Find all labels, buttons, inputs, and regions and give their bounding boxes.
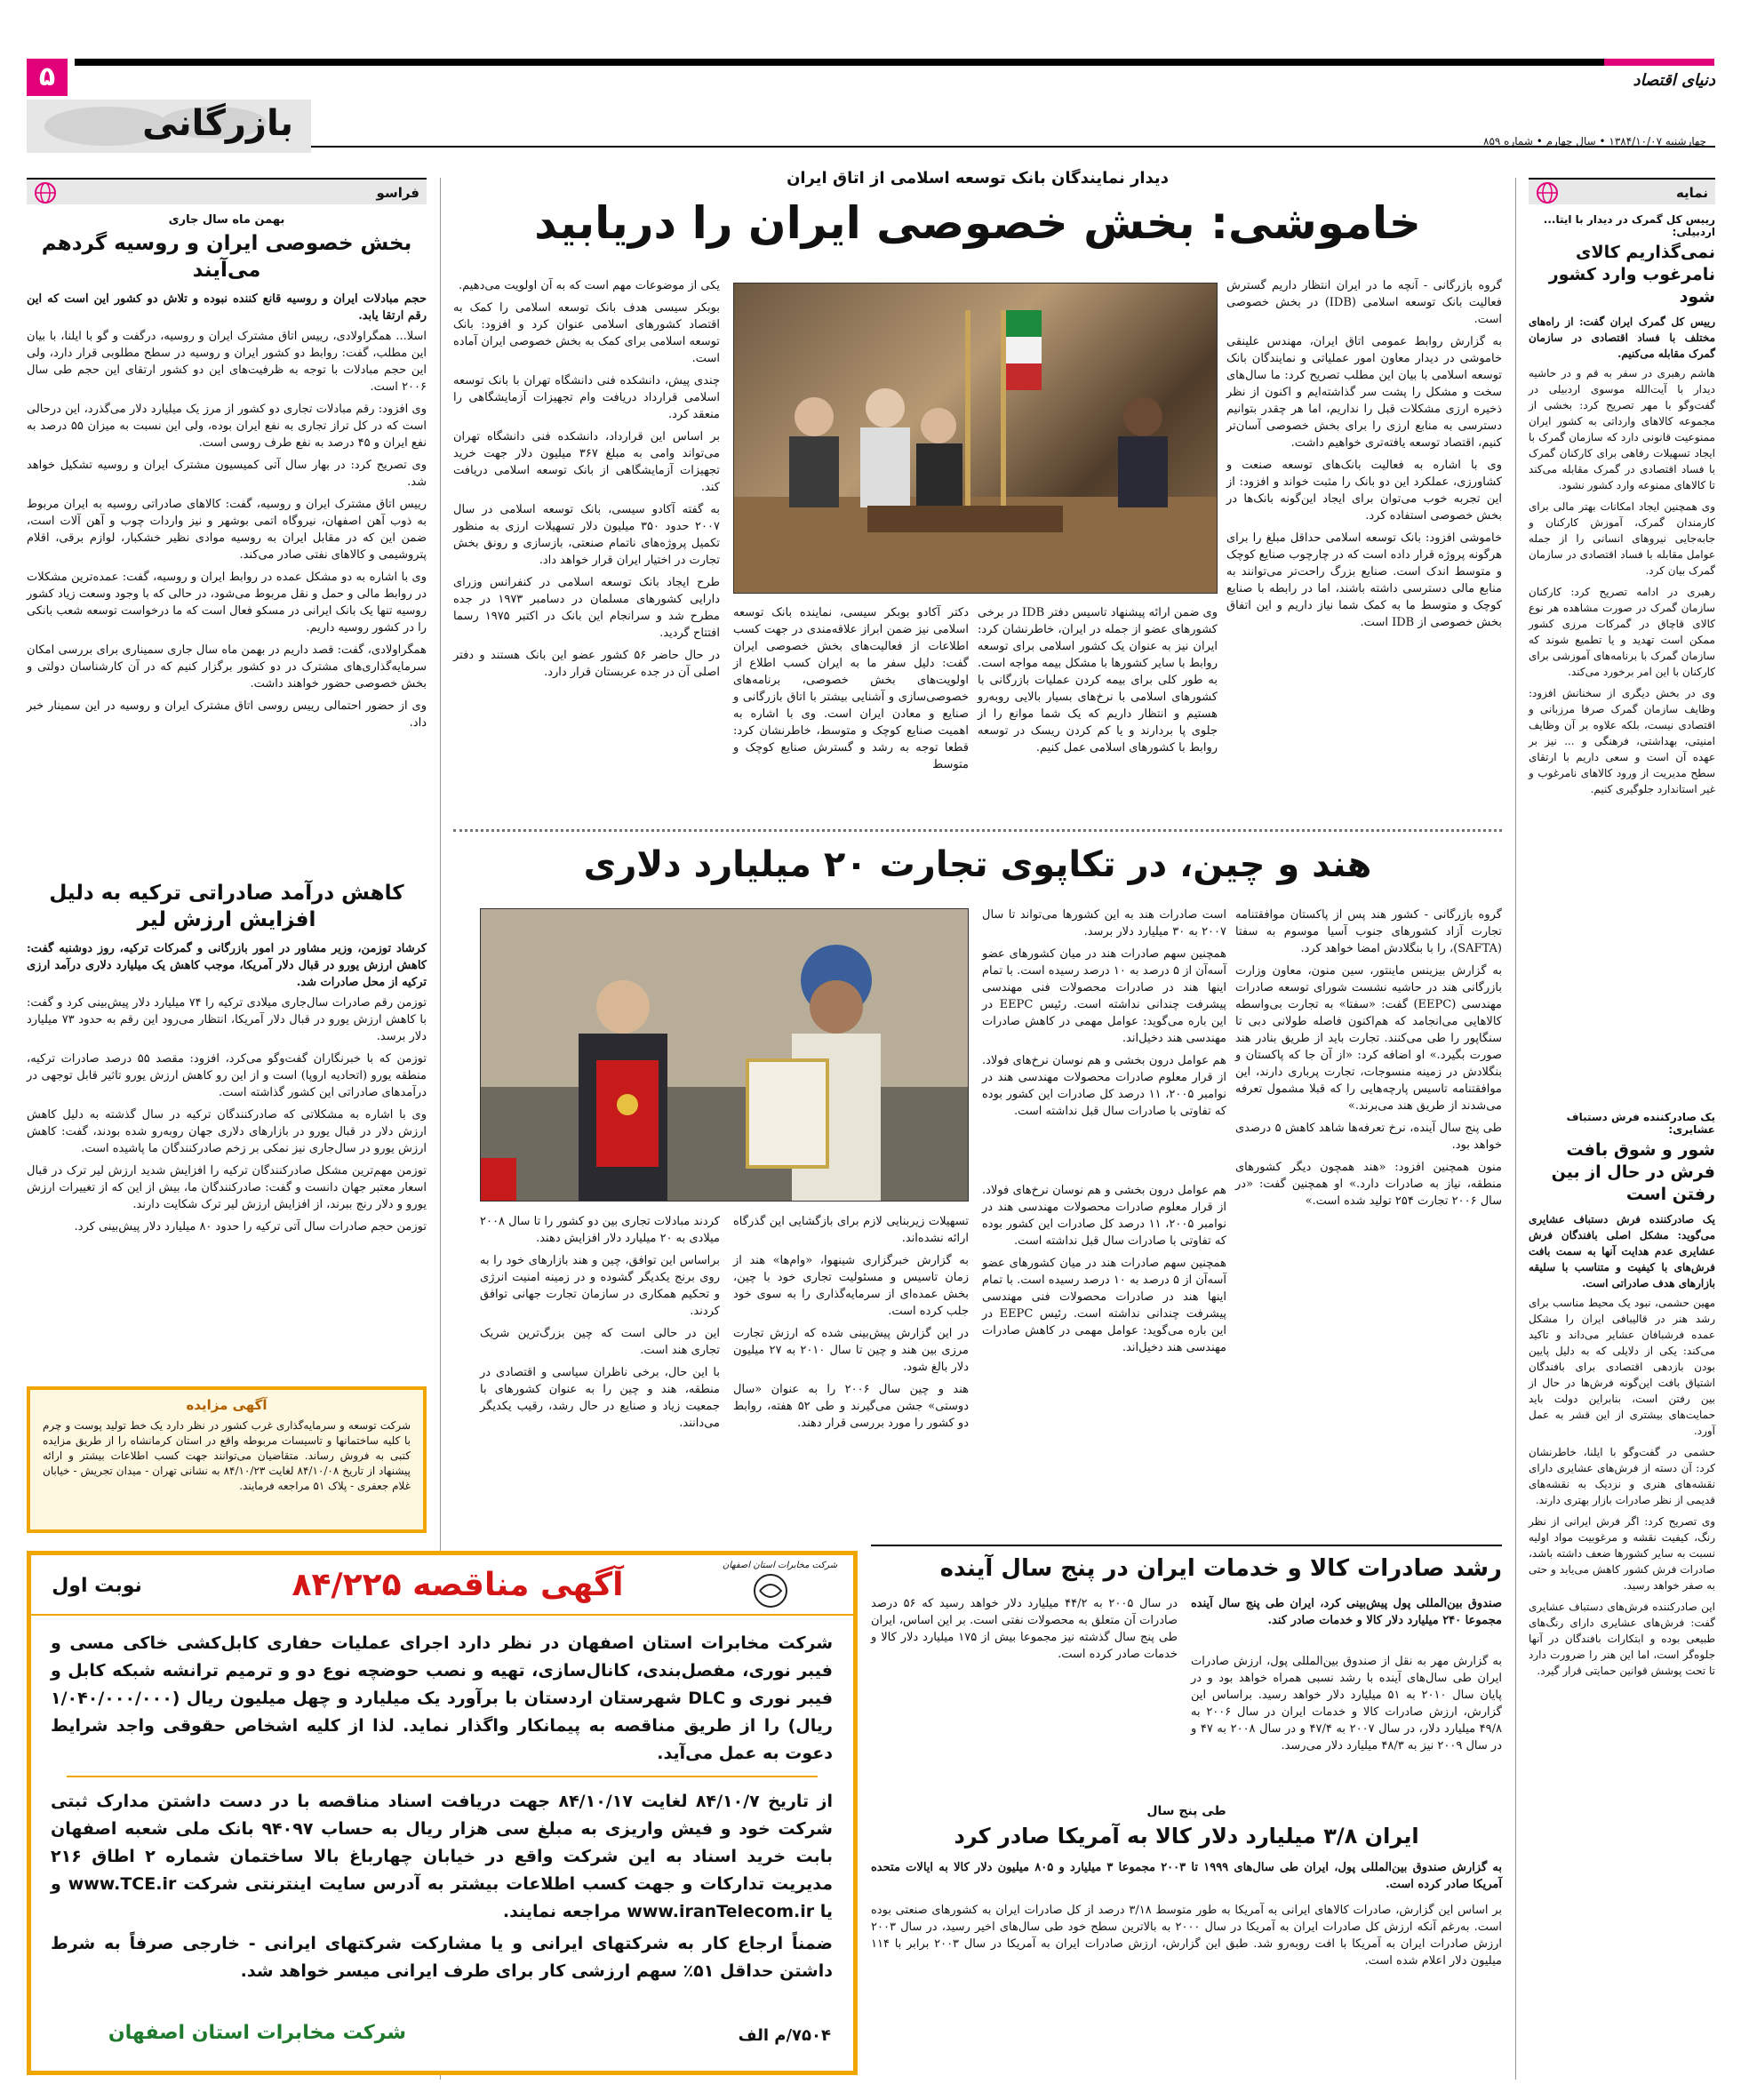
tender-ad-badge: نوبت اول	[52, 1575, 142, 1597]
meeting-photo-illustration	[734, 283, 1217, 593]
left-story-1-kicker: بهمن ماه سال جاری	[168, 213, 285, 227]
left-column-label-bar	[27, 178, 427, 204]
auction-ad-text: شرکت توسعه و سرمایه‌گذاری غرب کشور در نظر دارد یک خط تولید پوست و چرم با کلیه ساختمانها و تاسیسات مربوطه واقع در استان کرمانشاه را از طریق مزایده کتبی به فروش رساند. متقاضیان می‌توانند جهت کسب اطلاعات بیشتر و ارائه پیشنهاد از تاریخ ۸۴/۱۰/۰۸ لغایت ۸۴/۱۰/۲۳ به نشانی تهران - میدان تجریش - خیابان غلام جعفری - پلاک ۵۱ مراجعه فرمایند.	[43, 1419, 411, 1492]
meeting-photo	[733, 283, 1218, 594]
tender-ad	[27, 1551, 858, 2075]
right-story-1-headline: نمی‌گذاریم کالای نامرغوب وارد کشور شود	[1548, 243, 1715, 307]
header-pink-band	[1604, 59, 1714, 66]
leaders-handshake-illustration	[481, 909, 968, 1201]
second-story-col-2: است صادرات هند به این کشورها می‌تواند تا سال ۲۰۰۷ به ۳۰ میلیارد دلار برسد. همچنین سهم صادرات هند در میان کشورهای عضو آسه‌آن از ۵ درصد به ۱۰ درصد رسیده است. با تمام اینها هند در صادرات محصولات فنی مهندسی پیشرفت چندانی نداشته است. رئیس EEPC در این باره می‌گوید: عوامل مهمی در کاهش صادرات مهندسی هند دخیل‌اند. هم عوامل درون بخشی و هم نوسان نرخ‌های فولاد. از قرار معلوم صادرات محصولات مهندسی هند در نوامبر ۲۰۰۵، ۱۱ درصد کل صادرات این کشور بوده که تفاوتی با صادرات سال قبل نداشته است.	[982, 908, 1227, 1118]
right-column-divider	[1515, 178, 1516, 2080]
left-story-2	[27, 880, 427, 1241]
second-story-headline: هند و چین، در تکاپوی تجارت ۲۰ میلیارد دلاری	[583, 844, 1372, 885]
company-logo-text: شرکت مخابرات استان اصفهان	[722, 1561, 838, 1570]
third-story-body-left: در سال ۲۰۰۵ به ۴۴/۲ میلیارد دلار خواهد رسید که ۵۶ درصد صادرات آن متعلق به محصولات نفتی است. بر این اساس، ایران طی پنج سال گذشته نیز مجموعا بیش از ۱۷۵ میلیارد دلار کالا و خدمات صادر کرده است.	[871, 1597, 1178, 1661]
third-story-body-right: به گزارش مهر به نقل از صندوق بین‌المللی پول، ارزش صادرات ایران طی سال‌های آینده با رشد نسبی همراه خواهد بود و در پایان سال ۲۰۱۰ به ۵۱ میلیارد دلار خواهد رسید. براساس این گزارش، ارزش صادرات کالا و خدمات ایران در سال ۲۰۰۶ به ۴۹/۸ میلیارد دلار، در سال ۲۰۰۷ به ۴۷/۴ و در سال ۲۰۰۸ به ۴۷ و در سال ۲۰۰۹ نیز به ۴۸/۳ میلیارد دلار می‌رسد.	[1191, 1655, 1502, 1753]
globe-icon	[34, 181, 57, 204]
second-story-col-2b: هم عوامل درون بخشی و هم نوسان نرخ‌های فولاد. از قرار معلوم صادرات محصولات مهندسی هند در نوامبر ۲۰۰۵، ۱۱ درصد کل صادرات این کشور بوده که تفاوتی با صادرات سال قبل نداشته است. همچنین سهم صادرات هند در میان کشورهای عضو آسه‌آن از ۵ درصد به ۱۰ درصد رسیده است. با تمام اینها هند در صادرات محصولات فنی مهندسی پیشرفت چندانی نداشته است. رئیس EEPC در این باره می‌گوید: عوامل مهمی در کاهش صادرات مهندسی هند دخیل‌اند.	[982, 1184, 1227, 1354]
issue-line: چهارشنبه ۱۳۸۴/۱۰/۰۷ ‌• سال چهارم • شماره ۸۵۹	[1483, 135, 1706, 148]
header-top-rule	[75, 59, 1674, 66]
left-story-1-headline: بخش خصوصی ایران و روسیه گردهم می‌آیند	[41, 232, 412, 282]
tender-ad-code: ۷۵۰۴/م الف	[738, 2026, 831, 2045]
right-story-1-body: هاشم رهبری در سفر به قم و در حاشیه دیدار با آیت‌الله موسوی اردبیلی در گفت‌وگو با مهر تصریح کرد: بخشی از مجموعه کالاهای وارداتی به کشور ایران ممنوعیت قانونی دارد که سازمان گمرک با ایجاد تسهیلات رفاهی برای کارکنان گمرک با فساد اقتصادی در گمرک مقابله می‌کند تا کالاهای ممنوعه وارد کشور نشود. وی همچنین ایجاد امکانات بهتر مالی برای کارمندان گمرک، آموزش کارکنان و جابه‌جایی نیروهای انسانی را از جمله عوامل مقابله با فساد اقتصادی در سازمان گمرک بیان کرد. رهبری در ادامه تصریح کرد: کارکنان سازمان گمرک در صورت مشاهده هر نوع کالای قاچاق در گمرکات مرزی کشور ممکن است تهدید و یا تطمیع شوند که سازمان گمرک با برنامه‌های آموزشی برای کارکنان با این امر برخورد می‌کند. وی در بخش دیگری از سخنانش افزود: وظایف سازمان گمرک صرفا مرزبانی و اقتصادی نیست، بلکه علاوه بر آن وظایف امنیتی، بهداشتی، فرهنگی و ... نیز بر عهده آن است و سعی داریم با ارتقای سطح مدیریت از ورود کالاهای نامرغوب و غیر استاندارد جلوگیری کنیم.	[1529, 367, 1715, 795]
right-story-2-kicker: یک صادرکننده فرش دستباف عشایری:	[1566, 1111, 1715, 1136]
right-story-2	[1529, 1111, 1715, 1684]
third-story-sub-kicker: طی پنج سال	[1146, 1804, 1226, 1818]
tender-ad-divider	[67, 1776, 818, 1777]
main-story-under-photo-right: وی ضمن ارائه پیشنهاد تاسیس دفتر IDB در برخی کشورهای عضو از جمله در ایران، خاطرنشان کرد: ایران نیز به عنوان یک کشور اسلامی برای توسعه روابط با سایر کشورها با مشکل بیمه مواجه است. به طور کلی برای بیمه کردن عملیات بازرگانی با کشورهای اسلامی با نرخ‌های بسیار بالایی روبه‌رو هستیم و انتظار داریم که یک شما موانع را از جلوی پا بردارند و یا کم کردن ریسک در توسعه روابط با کشورهای اسلامی عمل کنیم.	[978, 606, 1218, 755]
left-column-label: فراسو	[376, 185, 419, 201]
second-story-col-1: گروه بازرگانی - کشور هند پس از پاکستان موافقتنامه تجارت آزاد کشورهای جنوب آسیا موسوم به سفتا (SAFTA)، را با بنگلادش امضا خواهد کرد. به گزارش بیزینس ماینتور، سین منون، معاون وزارت بازرگانی هند در حاشیه نشست شورای توسعه صادرات مهندسی (EEPC) گفت: «سفتا» به تجارت بی‌واسطه کالاهایی می‌انجامد که هم‌اکنون فاصله طولانی دبی تا سنگاپور را طی می‌کنند. تجارت باید از طریق بنادر هند صورت بگیرد.» او اضافه کرد: «از آن جا که پاکستان و بنگلادش در زمینه منسوجات، تجارت پرباری دارند، این موافقتنامه تاسیس پارچه‌هایی را که قبلا مشمول تعرفه می‌شدند از طریق هند می‌برند.» طی پنج سال آینده، نرخ تعرفه‌ها شاهد کاهش ۵ درصدی خواهد بود. منون همچنین افزود: «هند همچون دیگر کشورهای منطقه، نیاز به صادرات دارد.» او همچنین گفت: «در سال ۲۰۰۶ تجارت ۲۵۴ تولید شده است.»	[1235, 908, 1502, 1208]
auction-ad-title: آگهی مزایده	[186, 1397, 268, 1413]
left-story-1-lead: حجم مبادلات ایران و روسیه قانع کننده نبوده و تلاش دو کشور این است که این رقم ارتقا یابد.	[27, 292, 427, 323]
right-story-2-lead: یک صادرکننده فرش دستباف عشایری می‌گوید: مشکل اصلی بافندگان فرش عشایری عدم هدایت آنها به سمت بافت فرش‌های با کیفیت و متناسب با سلیقه بازارهای هدف صادراتی است.	[1529, 1213, 1715, 1290]
main-story-under-photo-left: دکتر آکادو بوبکر سیسی، نماینده بانک توسعه اسلامی نیز ضمن ابراز علاقه‌مندی در جهت کسب اطلاعات از فعالیت‌های بخش خصوصی ایران گفت: دلیل سفر ما به ایران کسب اطلاع از اولویت‌های بخش خصوصی، برنامه‌های خصوصی‌سازی و آشنایی بیشتر با اتاق بازرگانی و صنایع و معادن ایران است. وی با اشاره به اهمیت صنایع کوچک و متوسط، خاطرنشان کرد: قطعا توجه به رشد و گسترش صنایع کوچک و متوسط	[733, 606, 969, 771]
second-story-col-3: تسهیلات زیربنایی لازم برای بازگشایی این گذرگاه ارائه نشده‌اند. به گزارش خبرگزاری شینهوا، «وام‌ها» هند از زمان تاسیس و مسئولیت تجاری خود با چین، بخش عمده‌ای از سرمایه‌گذاری را به سوی خود جلب کرده است. در این گزارش پیش‌بینی شده که ارزش تجارت مرزی بین هند و چین تا سال ۲۰۱۰ به ۲۷ میلیون دلار بالغ شود. هند و چین سال ۲۰۰۶ را به عنوان «سال دوستی» جشن می‌گیرند و طی ۵۲ هفته، روابط دو کشور را مورد بررسی قرار دهند.	[733, 1215, 969, 1430]
third-story-sub-headline: ایران ۳/۸ میلیارد دلار کالا به آمریکا صادر کرد	[954, 1824, 1419, 1848]
third-story-top-rule	[871, 1545, 1502, 1546]
right-column-label: نمایه	[1675, 185, 1708, 201]
auction-ad	[27, 1386, 427, 1533]
third-story-headline: رشد صادرات کالا و خدمات ایران در پنج سال آینده	[939, 1555, 1502, 1582]
main-story-headline: خاموشی: بخش خصوصی ایران را دریابید	[534, 197, 1421, 249]
right-story-1	[1529, 213, 1715, 802]
right-story-2-headline: شور و شوق بافت فرش در حال از بین رفتن است	[1551, 1140, 1715, 1204]
right-story-1-kicker: رییس کل گمرک در دیدار با ایتا... اردبیلی:	[1543, 213, 1715, 238]
tender-ad-footer-company: شرکت مخابرات استان اصفهان	[108, 2022, 406, 2044]
main-story-kicker: دیدار نمایندگان بانک توسعه اسلامی از اتاق ایران	[787, 169, 1169, 188]
section-title: بازرگانی	[142, 103, 293, 144]
page-number-badge: ۵	[27, 59, 68, 96]
main-story-divider	[453, 829, 1502, 832]
leaders-handshake-photo	[480, 908, 969, 1202]
tender-ad-para-2: از تاریخ ۸۴/۱۰/۷ لغایت ۸۴/۱۰/۱۷ جهت دریافت اسناد مناقصه با در دست داشتن مدارک ثبتی شرکت خود و فیش واریزی به مبلغ سی هزار ریال به حساب ۹۴۰۹۷ بانک ملی شعبه اصفهان بابت خرید اسناد به این شرکت واقع در خیابان چهارباغ بالا ساختمان شماره ۲ اطاق ۲۱۶ مدیریت تدارکات و جهت کسب اطلاعات بیشتر به آدرس سایت اینترنتی شرکت www.TCE.ir و یا www.iranTelecom.ir مراجعه نمایند.	[51, 1792, 834, 1921]
globe-icon	[1536, 181, 1559, 204]
tender-ad-para-3: ضمناً ارجاع کار به شرکتهای ایرانی و یا مشارکت شرکتهای ایرانی - خارجی صرفاً به شرط داشتن حداقل ۵۱٪ سهم ارزشی کار برای طرف ایرانی میسر خواهد شد.	[51, 1934, 833, 1981]
right-story-1-lead: رییس کل گمرک ایران گفت: از راه‌های مختلف با فساد اقتصادی در سازمان گمرک مقابله می‌کنیم.	[1529, 315, 1715, 360]
left-story-2-body: توزمن رقم صادرات سال‌جاری میلادی ترکیه را ۷۴ میلیارد دلار پیش‌بینی کرد و گفت: با کاهش ارزش یورو در قبال دلار آمریکا، انتظار می‌رود این رقم به حدود ۷۳ میلیارد دلار برسد. توزمن که با خبرنگاران گفت‌وگو می‌کرد، افزود: مقصد ۵۵ درصد صادرات ترکیه، منطقه یورو (اتحادیه اروپا) است و از این رو کاهش ارزش یورو تاثیر قابل توجهی در درآمدهای صادراتی این کشور گذاشته است. وی با اشاره به مشکلاتی که صادرکنندگان ترکیه در سال گذشته به دلیل کاهش ارزش دلار در قبال یورو در بازارهای دلاری جهان روبه‌رو شده بودند، گفت: کاهش ارزش یورو در سال‌جاری نیز نمکی بر زخم صادرکنندگان ما پاشیده است. توزمن مهم‌ترین مشکل صادرکنندگان ترکیه را افزایش شدید ارزش لیر ترک در قبال اسعار معتبر جهان دانست و گفت: صادرکنندگان ما، بیش از این که از تغییرات ارزش یورو و دلار رنج ببرند، از افزایش ارزش لیر ترک شکایت دارند. توزمن حجم صادرات سال آتی ترکیه را حدود ۸۰ میلیارد دلار پیش‌بینی کرد.	[27, 996, 427, 1234]
right-column-label-bar	[1529, 178, 1715, 204]
left-story-1-body: اسلا... همگراولادی، رییس اتاق مشترک ایران و روسیه، درگفت و گو با ایلنا، با بیان این مطلب، گفت: روابط دو کشور ایران و روسیه در سطح مطلوبی قرار دارد، ولی این حجم مبادلات با توجه به ظرفیت‌های این دو کشور ارتقای این حجم طی سال ۲۰۰۶ است. وی افزود: رقم مبادلات تجاری دو کشور از مرز یک میلیارد دلار می‌گذرد، این درحالی است که در کل تراز تجاری به نفع ایران بوده، ولی این نسبت به میزان ۵۵ درصد به نفع ایران و ۴۵ درصد به نفع طرف روسی است. وی تصریح کرد: در بهار سال آتی کمیسیون مشترک ایران و روسیه تشکیل خواهد شد. رییس اتاق مشترک ایران و روسیه، گفت: کالاهای صادراتی روسیه به ایران مربوط به ذوب آهن اصفهان، نیروگاه اتمی بوشهر و نیز واردات چوب و آهن آلات است، ضمن این که در مقابل ایران به روسیه موادی نظیر خشکبار، لوازم برقی، اقلام پتروشیمی و کالاهای نفتی صادر می‌کند. وی با اشاره به دو مشکل عمده در روابط ایران و روسیه، گفت: عمده‌ترین مشکلات در روابط مالی و حمل و نقل مربوط می‌شود، در حالی که با وجود وسعت زیاد کشور روسیه تنها یک بانک ایرانی در مسکو فعال است که ما درخواست توسعه شعب بانکی را در کشور روسیه داریم. همگراولادی، گفت: قصد داریم در بهمن ماه سال جاری سمیناری برای بررسی امکان سرمایه‌گذاری‌های مشترک در دو کشور برگزار کنیم که در آن کارشناسان دولتی و بخش خصوصی حضور خواهند داشت. وی از حضور احتمالی رییس روسی اتاق مشترک ایران و روسیه در این سمینار خبر داد.	[27, 330, 427, 730]
telecom-emblem-icon	[753, 1573, 788, 1609]
tender-ad-title: آگهی مناقصه ۸۴/۲۲۵	[291, 1567, 624, 1603]
left-story-2-lead: کرشاد توزمن، وزیر مشاور در امور بازرگانی و گمرکات ترکیه، روز دوشنبه گفت: کاهش ارزش یورو در قبال دلار آمریکا، موجب کاهش یک میلیارد دلاری درآمد ارزی ترکیه از محل صادرات شد.	[27, 942, 427, 989]
third-story-sub-lead: به گزارش صندوق بین‌المللی پول، ایران طی سال‌های ۱۹۹۹ تا ۲۰۰۳ مجموعا ۳ میلیارد و ۸۰۵ میلیون دلار کالا به ایالات متحده آمریکا صادر کرده است.	[871, 1861, 1503, 1891]
right-story-2-body: مهین حشمی، نبود یک محیط مناسب برای رشد هنر در قالیبافی ایران را مشکل عمده فرشبافان عشایر می‌داند و تاکید می‌کند: یکی از دلایلی که به دلیل پایین بودن بازدهی اقتصادی برای بافندگان اشتیاق بافت این‌گونه فرش‌ها در حال از بین رفتن است، بنابراین دولت باید حمایت‌های بیشتری از این قشر به عمل آورد. حشمی در گفت‌وگو با ایلنا، خاطرنشان کرد: آن دسته از فرش‌های عشایری دارای نقشه‌های هنری و نزدیک به نقشه‌های قدیمی از نظر صادرات بازار بهتری دارند. وی تصریح کرد: اگر فرش ایرانی از نظر رنگ، کیفیت نقشه و مرغوبیت مواد اولیه نسبت به سایر کشورها ضعف داشته باشد، صادرات فرش کشور کاهش می‌یابد و حتی به صفر خواهد رسید. این صادرکننده فرش‌های دستباف عشایری گفت: فرش‌های عشایری دارای رنگ‌های طبیعی بوده و ابتکارات بافندگان در آنها جلوه‌گر است، اما این هنر را ضرورت دارد تا تحت پوشش قوانین حمایتی قرار گیرد.	[1529, 1297, 1715, 1677]
section-title-bar	[27, 100, 311, 153]
main-story-col-right: گروه بازرگانی - آنچه ما در ایران انتظار داریم گسترش فعالیت بانک توسعه اسلامی (IDB) در بخش خصوصی است. به گزارش روابط عمومی اتاق ایران، مهندس علینقی خاموشی در دیدار معاون امور عملیاتی و نمایندگان بانک توسعه اسلامی با بیان این مطلب تصریح کرد: ما سال‌های سخت و مشکل را پشت سر گذاشته‌ایم و اکنون از نظر ذخیره ارزی مشکلات قبل را نداریم، اما هر چقدر بتوانیم دسترسی به منابع ارزی را برای بخش خصوصی آسان‌تر کنیم، اقتصاد توسعه یافته‌تری خواهیم داشت. وی با اشاره به فعالیت بانک‌های توسعه صنعت و کشاورزی، عملکرد این دو بانک را مثبت خواند و افزود: از این تجربه خوب می‌توان برای ایجاد این‌گونه بانک‌ها در بخش خصوصی استفاده کرد. خاموشی افزود: بانک توسعه اسلامی حداقل مبلغ را برای هرگونه پروژه قرار داده است که در چارچوب صنایع کوچک و متوسط اندک است. صنایع بزرگ راحت‌تر می‌توانند به منابع مالی دسترسی داشته باشند، اما در رابطه با صنایع کوچک و متوسط ما به کمک شما نیاز داریم و این اتفاق بخش خصوصی از IDB است.	[1226, 279, 1502, 629]
third-story-lead: صندوق بین‌المللی پول پیش‌بینی کرد، ایران طی پنج سال آینده مجموعا ۲۴۰ میلیارد دلار کالا و خدمات صادر کند.	[1191, 1597, 1502, 1627]
tender-ad-para-1: شرکت مخابرات استان اصفهان در نظر دارد اجرای عملیات حفاری کابل‌کشی خاکی مسی و فیبر نوری، مفصل‌بندی، کانال‌سازی، تهیه و نصب حوضچه نوع دو و ترمیم ترانشه شبکه کابل و فیبر نوری و DLC شهرستان اردستان با برآورد یک میلیارد و چهل میلیون ریال (۱/۰۴۰/۰۰۰/۰۰۰ ریال) را از طریق مناقصه به پیمانکار واگذار نماید. لذا از کلیه اشخاص حقوقی واجد شرایط دعوت به عمل می‌آید.	[51, 1633, 834, 1763]
main-story-col-left: یکی از موضوعات مهم است که به آن اولویت می‌دهیم. بوبکر سیسی هدف بانک توسعه اسلامی را کمک به اقتصاد کشورهای اسلامی عنوان کرد و افزود: بانک توسعه اسلامی برای کمک به بخش خصوصی ایران آماده است. چندی پیش، دانشکده فنی دانشگاه تهران با بانک توسعه اسلامی قرارداد دریافت وام تجهیزات آزمایشگاهی را منعقد کرد. بر اساس این قرارداد، دانشکده فنی دانشگاه تهران می‌تواند وامی به مبلغ ۳۶۷ میلیون دلار جهت خرید تجهیزات آزمایشگاهی از بانک توسعه اسلامی دریافت کند. به گفته آکادو سیسی، بانک توسعه اسلامی در سال ۲۰۰۷ حدود ۳۵۰ میلیون دلار تسهیلات ارزی به منظور تکمیل پروژه‌های ناتمام صنعتی، بازسازی و رونق بخش تجارت در اختیار ایران قرار خواهد داد. طرح ایجاد بانک توسعه اسلامی در کنفرانس وزرای دارایی کشورهای مسلمان در دسامبر ۱۹۷۳ در جده مطرح شد و سرانجام این بانک در اکتبر ۱۹۷۵ رسما افتتاح گردید. در حال حاضر ۵۶ کشور عضو این بانک هستند و دفتر اصلی آن در جده عربستان قرار دارد.	[453, 279, 720, 679]
company-logo	[715, 1561, 844, 1612]
masthead-logo: دنیای اقتصاد	[1633, 71, 1715, 90]
third-story-sub-body: بر اساس این گزارش، صادرات کالاهای ایرانی به آمریکا به طور متوسط ۳/۱۸ درصد از کل صادرات ایران به کشورهای صنعتی بوده است. به‌رغم آنکه ارزش کل صادرات ایران به آمریکا در سال ۲۰۰۰ به بالاترین سطح خود طی سال‌های اخیر رسید، در سال ۲۰۰۳ ارزش صادرات ایران به آمریکا با افت روبه‌رو شد. طبق این گزارش، ارزش صادرات ایران به آمریکا در سال ۲۰۰۳ برابر با ۱۱۴ میلیون دلار اعلام شده است.	[871, 1904, 1502, 1968]
left-story-1	[27, 213, 427, 737]
left-story-2-headline: کاهش درآمد صادراتی ترکیه به دلیل افزایش ارزش لیر	[49, 882, 404, 931]
second-story-col-4: کردند مبادلات تجاری بین دو کشور را تا سال ۲۰۰۸ میلادی به ۲۰ میلیارد دلار افزایش دهند. براساس این توافق، چین و هند بازارهای خود را به روی برنج یکدیگر گشوده و در زمینه امنیت انرژی و تحکیم همکاری در سازمان تجارت جهانی توافق کردند. این در حالی است که چین بزرگ‌ترین شریک تجاری هند است. با این حال، برخی ناظران سیاسی و اقتصادی در منطقه، هند و چین را به عنوان کشورهای با جمعیت زیاد و صنایع در حال رشد، رقیب یکدیگر می‌دانند.	[480, 1215, 720, 1430]
